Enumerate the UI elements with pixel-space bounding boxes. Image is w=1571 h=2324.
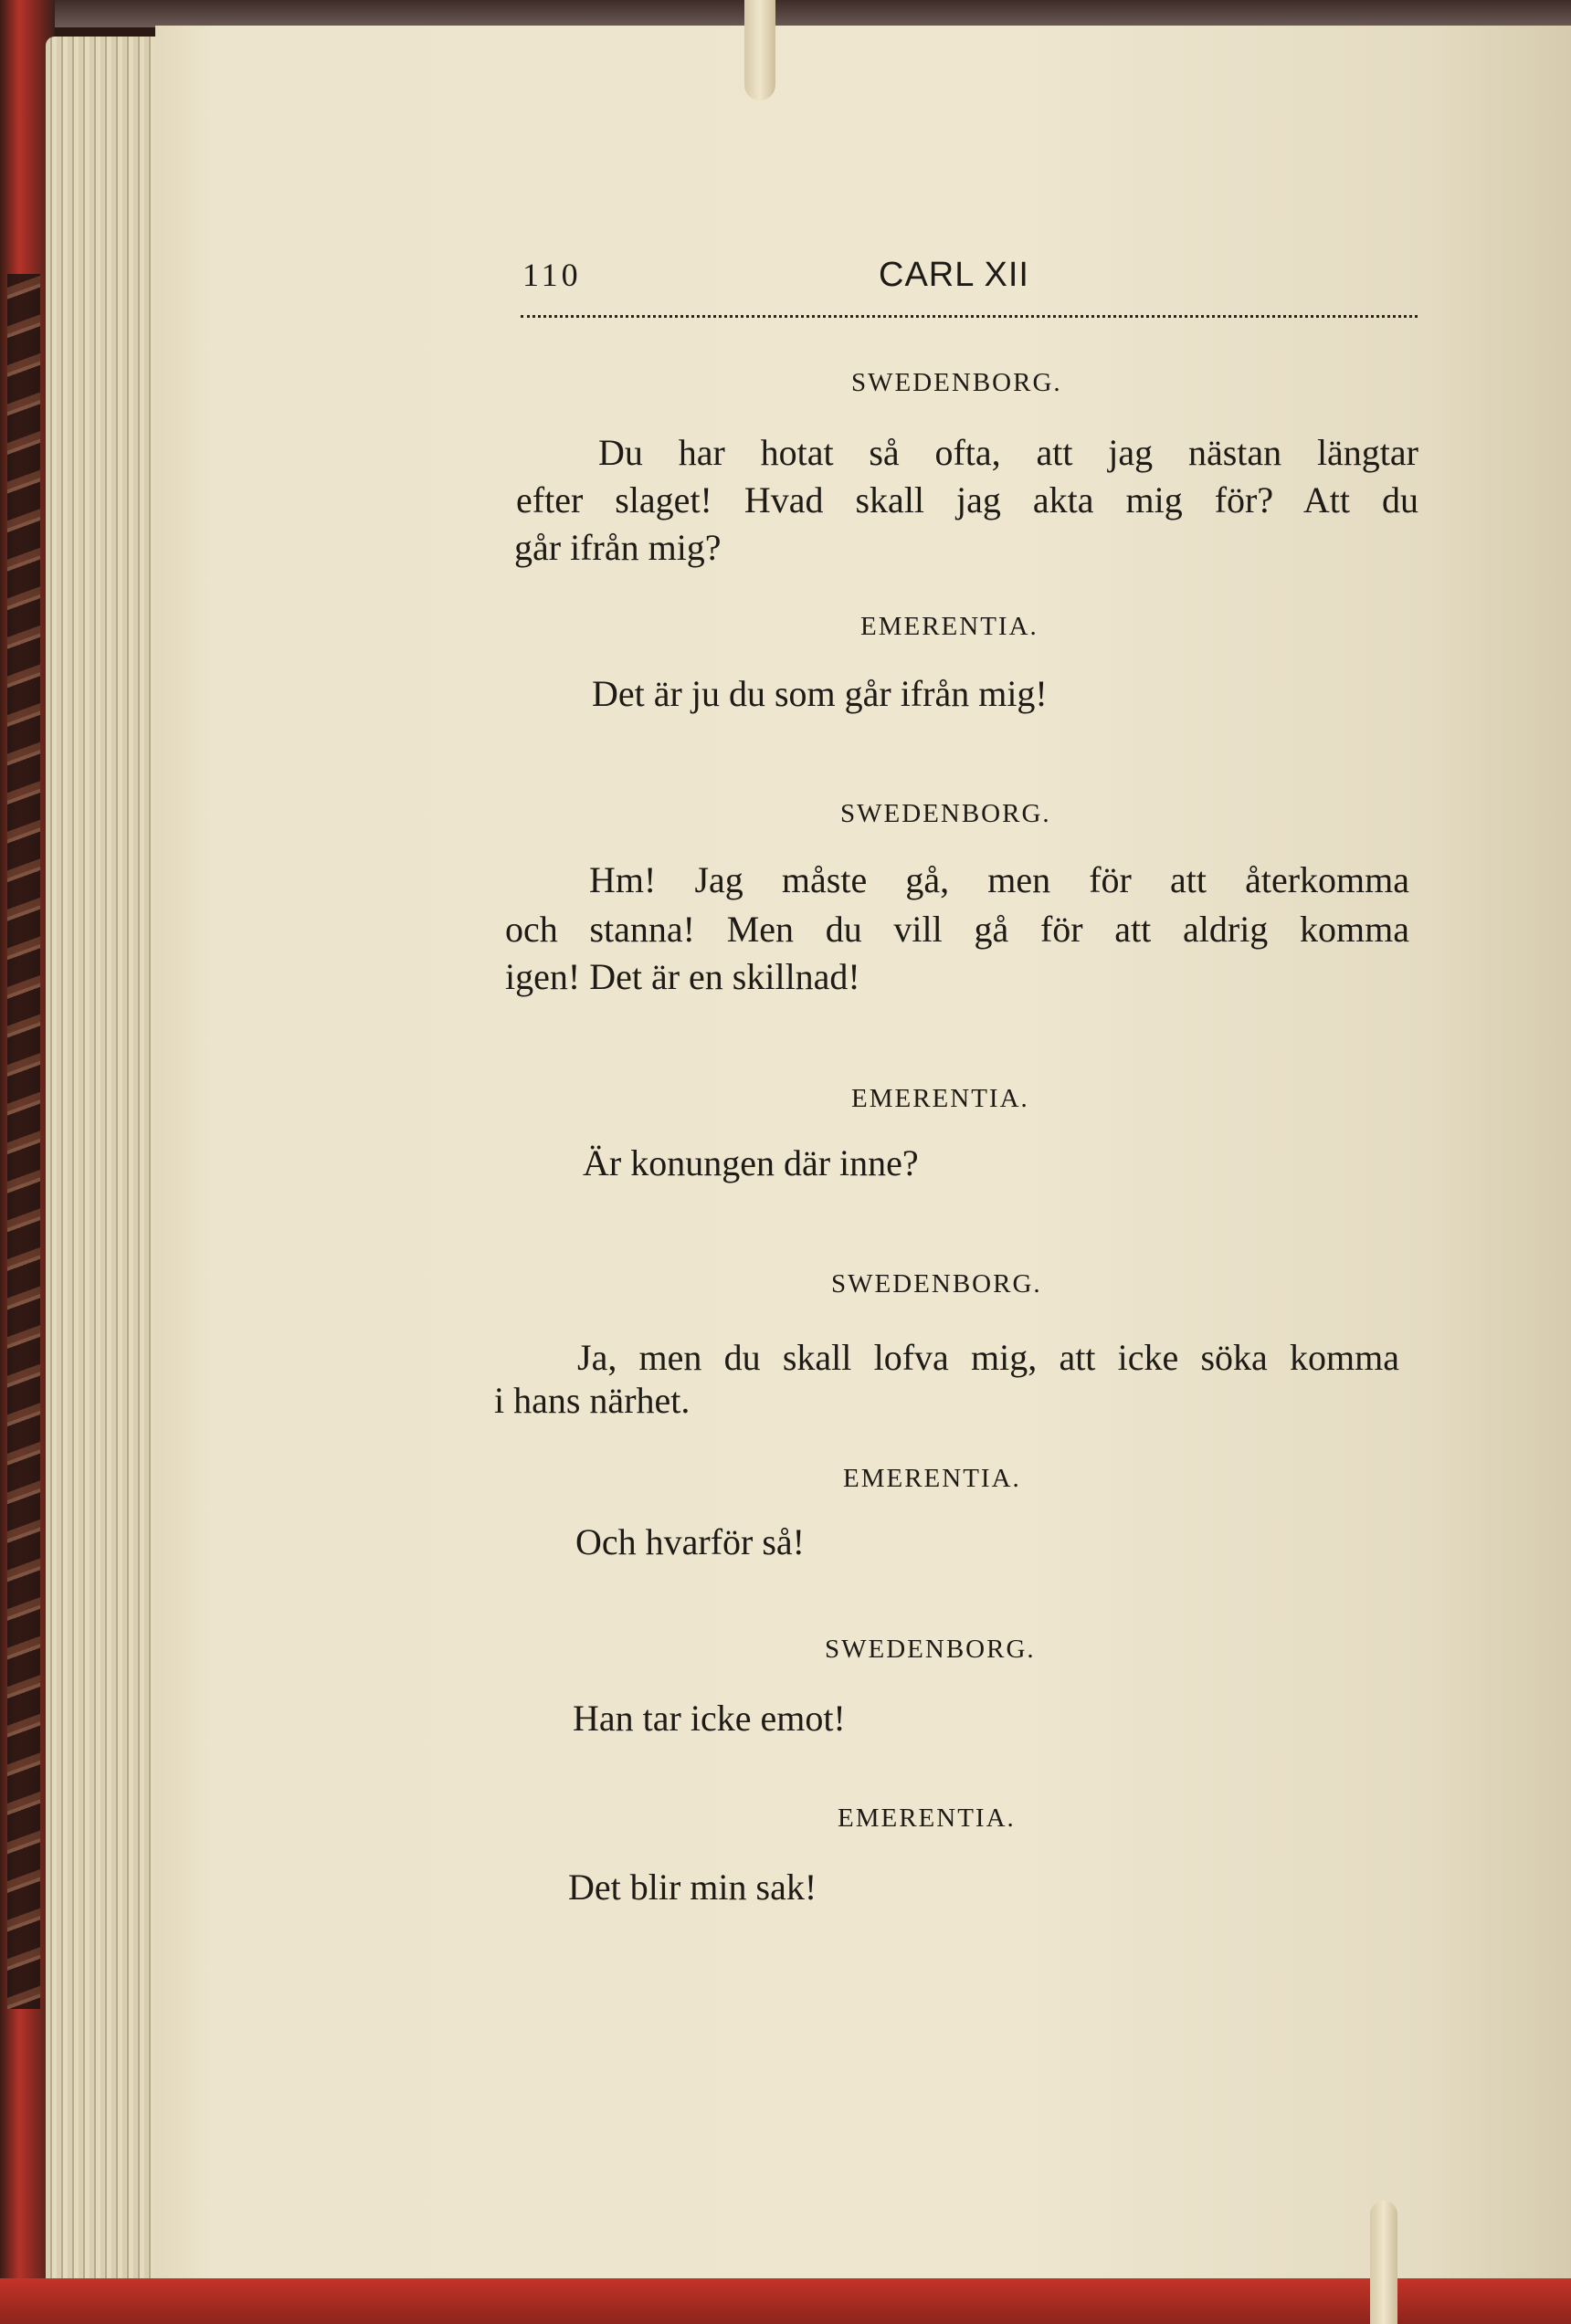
dialogue-line: efter slaget! Hvad skall jag akta mig för? Att du — [516, 479, 1418, 521]
page-edges — [46, 37, 164, 2292]
page-header — [522, 256, 1418, 305]
bookmark-ribbon-bottom — [1370, 2201, 1397, 2324]
speaker-name: EMERENTIA. — [860, 612, 1039, 641]
dialogue-line: Det är ju du som går ifrån mig! — [592, 673, 1048, 714]
speaker-name: EMERENTIA. — [851, 1084, 1029, 1113]
dialogue-line: igen! Det är en skillnad! — [505, 956, 860, 997]
speaker-name: EMERENTIA. — [838, 1803, 1016, 1833]
speaker-name: SWEDENBORG. — [840, 799, 1051, 828]
running-title: CARL XII — [879, 256, 1029, 294]
dialogue-line: Är konungen där inne? — [583, 1142, 919, 1183]
speaker-name: SWEDENBORG. — [825, 1635, 1036, 1664]
speaker-name: EMERENTIA. — [843, 1464, 1021, 1493]
dialogue-line: i hans närhet. — [494, 1380, 691, 1421]
dialogue-line: går ifrån mig? — [514, 527, 722, 568]
bookmark-ribbon-top — [744, 0, 775, 100]
dialogue-line: Och hvarför så! — [575, 1521, 805, 1562]
page-number: 110 — [522, 257, 582, 293]
dialogue-line: Du har hotat så ofta, att jag nästan längtar — [598, 432, 1418, 473]
speaker-name: SWEDENBORG. — [831, 1269, 1042, 1299]
dialogue-line: Han tar icke emot! — [573, 1698, 846, 1739]
dialogue-line: Hm! Jag måste gå, men för att återkomma — [589, 859, 1409, 900]
marbled-cover — [7, 274, 40, 2009]
dialogue-line: och stanna! Men du vill gå för att aldrig komma — [505, 909, 1409, 950]
dialogue-line: Ja, men du skall lofva mig, att icke söka komma — [577, 1337, 1399, 1378]
dialogue-line: Det blir min sak! — [568, 1867, 817, 1908]
bottom-cover-edge — [0, 2278, 1571, 2324]
speaker-name: SWEDENBORG. — [851, 368, 1062, 397]
header-rule — [521, 315, 1418, 318]
top-edge-shadow — [55, 0, 1571, 27]
